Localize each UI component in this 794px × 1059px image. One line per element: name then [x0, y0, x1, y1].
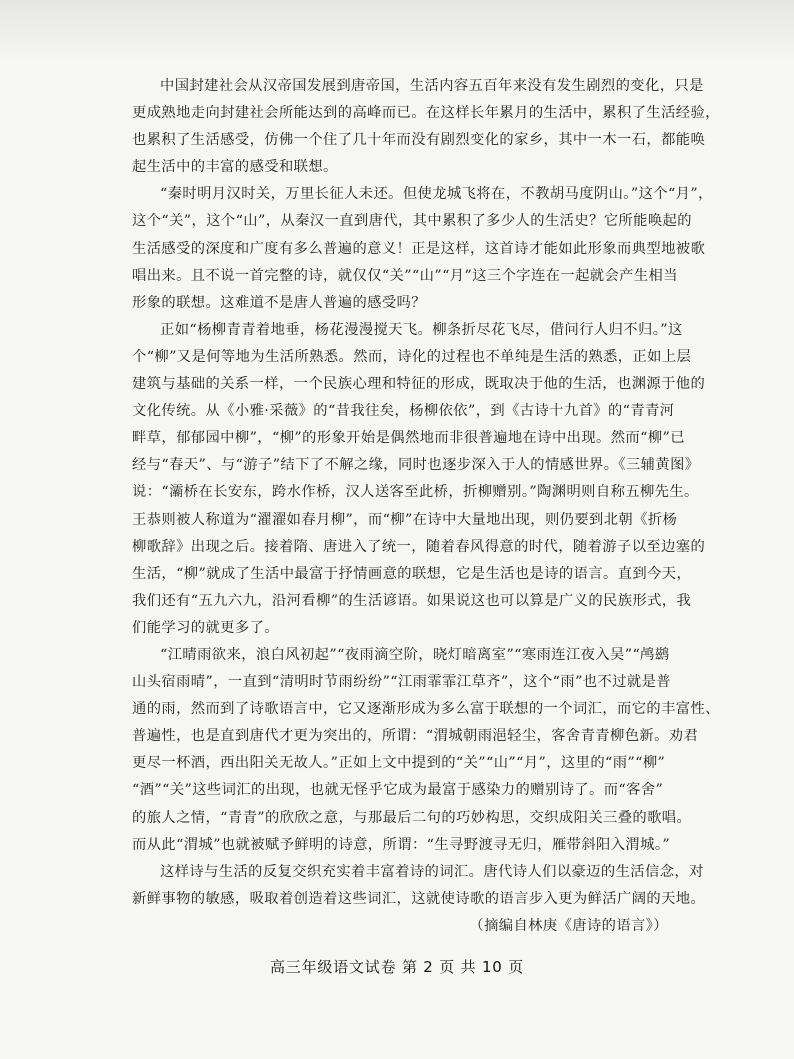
source-citation: （摘编自林庚《唐诗的语言》） — [469, 917, 668, 934]
text-line: 而从此“渭城”也就被赋予鲜明的诗意，所谓：“生寻野渡寻无归，雁带斜阳入渭城。” — [132, 836, 671, 853]
text-line: 说：“灞桥在长安东，跨水作桥，汉人送客至此桥，折柳赠别。”陶渊明则自称五柳先生。 — [132, 484, 699, 501]
text-line: “秦时明月汉时关，万里长征人未还。但使龙城飞将在，不教胡马度阴山。”这个“月”， — [160, 186, 713, 203]
text-line: 畔草，郁郁园中柳”，“柳”的形象开始是偶然地而非很普遍地在诗中出现。然而“柳”已 — [132, 430, 685, 447]
text-line: 更尽一杯酒，西出阳关无故人。”正如上文中提到的“关”“山”“月”，这里的“雨”“柳” — [132, 755, 666, 772]
text-line: 也累积了生活感受，仿佛一个住了几十年而没有剧烈变化的家乡，其中一木一石，都能唤 — [132, 132, 706, 149]
text-line: 的旅人之情，“青青”的欣欣之意，与那最后二句的巧妙构思，交织成阳关三叠的歌唱。 — [132, 809, 692, 826]
text-line: 个“柳”又是何等地为生活所熟悉。然而，诗化的过程也不单纯是生活的熟悉，正如上层 — [132, 348, 692, 365]
text-line: 更成熟地走向封建社会所能达到的高峰而已。在这样长年累月的生活中，累积了生活经验， — [132, 105, 720, 122]
text-line: 普遍性，也是直到唐代才更为突出的，所谓：“渭城朝雨浥轻尘，客舍青青柳色新。劝君 — [132, 728, 699, 745]
text-line: 这个“关”，这个“山”，从秦汉一直到唐代，其中累积了多少人的生活史？它所能唤起的 — [132, 213, 692, 230]
text-line: 建筑与基础的关系一样，一个民族心理和特征的形成，既取决于他的生活，也渊源于他的 — [132, 376, 706, 393]
scan-top-shadow — [0, 0, 794, 62]
paragraph-1 — [132, 73, 720, 181]
text-line: 生活感受的深度和广度有多么普遍的意义！正是这样，这首诗才能如此形象而典型地被歌 — [132, 240, 706, 257]
text-line: 中国封建社会从汉帝国发展到唐帝国，生活内容五百年来没有发生剧烈的变化，只是 — [160, 78, 704, 94]
text-line: 正如“杨柳青青着地垂，杨花漫漫搅天飞。柳条折尽花飞尽，借问行人归不归。”这 — [160, 321, 683, 338]
text-line: 我们还有“五九六九，沿河看柳”的生活谚语。如果说这也可以算是广义的民族形式，我 — [132, 592, 692, 609]
text-line: 王恭则被人称道为“濯濯如春月柳”，而“柳”在诗中大量地出现，则仍要到北朝《折杨 — [132, 511, 678, 528]
document-body — [132, 73, 720, 940]
text-line: 形象的联想。这难道不是唐人普遍的感受吗？ — [132, 294, 426, 311]
text-line: “酒”“关”这些词汇的出现，也就无怪乎它成为最富于感染力的赠别诗了。而“客舍” — [132, 782, 664, 799]
text-line: 起生活中的丰富的感受和联想。 — [132, 159, 338, 176]
page-footer: 高三年级语文试卷 第 2 页 共 10 页 — [269, 958, 525, 976]
text-line: 山头宿雨晴”，一直到“清明时节雨纷纷”“江雨霏霏江草齐”，这个“雨”也不过就是普 — [132, 674, 671, 691]
paragraph-4 — [132, 642, 720, 859]
text-line: “江晴雨欲来，浪白风初起”“夜雨滴空阶，晓灯暗离室”“寒雨连江夜入吴”“鸬鹚 — [160, 646, 670, 663]
text-line: 通的雨，然而到了诗歌语言中，它又逐渐形成为多么富于联想的一个词汇，而它的丰富性、 — [132, 701, 720, 718]
text-line: 们能学习的就更多了。 — [132, 619, 279, 636]
text-line: 唱出来。且不说一首完整的诗，就仅仅“关”“山”“月”这三个字连在一起就会产生相当 — [132, 267, 678, 284]
paragraph-5 — [132, 859, 706, 913]
text-line: 文化传统。从《小雅·采薇》的“昔我往矣，杨柳依依”，到《古诗十九首》的“青青河 — [132, 403, 675, 420]
text-line: 这样诗与生活的反复交织充实着丰富着诗的词汇。唐代诗人们以豪迈的生活信念，对 — [160, 863, 704, 880]
text-line: 新鲜事物的敏感，吸取着创造着这些词汇，这就使诗歌的语言步入更为鲜活广阔的天地。 — [132, 890, 706, 907]
paragraph-3 — [132, 317, 706, 642]
text-line: 柳歌辞》出现之后。接着隋、唐进入了统一，随着春风得意的时代，随着游子以至边塞的 — [132, 538, 706, 555]
paragraph-2 — [132, 181, 713, 316]
text-line: 经与“春天”、与“游子”结下了不解之缘，同时也逐步深入于人的情感世界。《三辅黄图》 — [132, 457, 700, 474]
text-line: 生活，“柳”就成了生活中最富于抒情画意的联想，它是生活也是诗的语言。直到今天， — [132, 565, 692, 582]
